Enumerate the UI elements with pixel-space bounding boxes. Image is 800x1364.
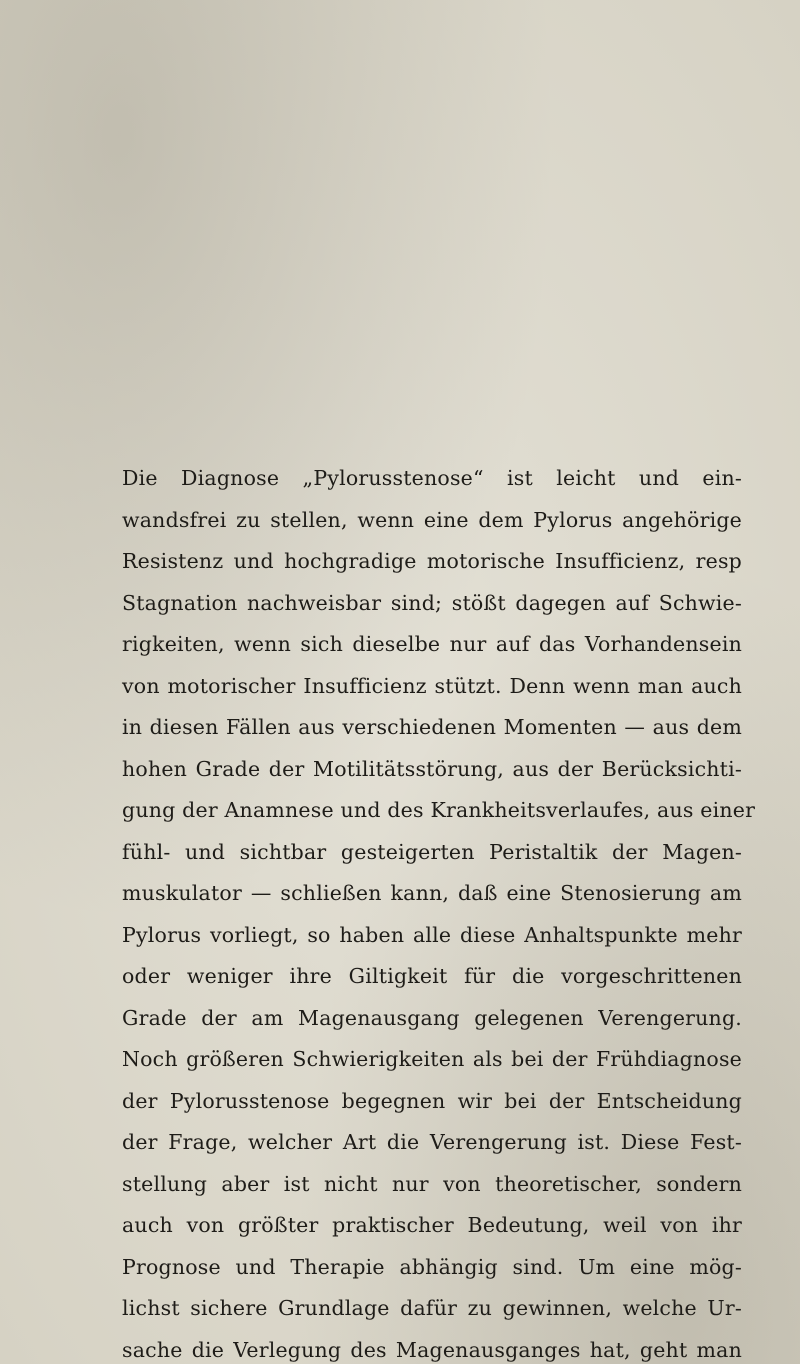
text-line-6: von motorischer Insufficienz stützt. Denn wenn man auch bbox=[122, 673, 742, 698]
text-line-9: gung der Anamnese und des Krankheitsverlaufes, aus einer bbox=[122, 798, 756, 822]
body-paragraph bbox=[122, 458, 756, 1364]
text-line-20: Prognose und Therapie abhängig sind. Um eine mög- bbox=[122, 1254, 742, 1279]
text-line-19: auch von größter praktischer Bedeutung, weil von ihr bbox=[122, 1213, 742, 1237]
text-line-18: stellung aber ist nicht nur von theoretischer, sondern bbox=[122, 1171, 742, 1196]
text-line-13: oder weniger ihre Giltigkeit für die vorgeschrittenen bbox=[122, 964, 742, 988]
text-line-3: Resistenz und hochgradige motorische Insufficienz, resp bbox=[122, 549, 742, 573]
text-line-15: Noch größeren Schwierigkeiten als bei der Frühdiagnose bbox=[122, 1047, 742, 1071]
text-line-4: Stagnation nachweisbar sind; stößt dagegen auf Schwie- bbox=[122, 590, 742, 615]
text-line-8: hohen Grade der Motilitätsstörung, aus der Berücksichti- bbox=[122, 756, 742, 781]
text-line-14: Grade der am Magenausgang gelegenen Verengerung. bbox=[122, 1005, 742, 1030]
text-line-16: der Pylorusstenose begegnen wir bei der Entscheidung bbox=[122, 1088, 742, 1113]
text-line-12: Pylorus vorliegt, so haben alle diese Anhaltspunkte mehr bbox=[122, 922, 742, 947]
text-line-21: lichst sichere Grundlage dafür zu gewinnen, welche Ur- bbox=[122, 1296, 742, 1320]
text-line-22: sache die Verlegung des Magenausganges hat, geht man bbox=[122, 1337, 742, 1362]
text-line-2: wandsfrei zu stellen, wenn eine dem Pylorus angehörige bbox=[122, 507, 742, 532]
text-line-5: rigkeiten, wenn sich dieselbe nur auf das Vorhandensein bbox=[122, 632, 742, 656]
text-line-7: in diesen Fällen aus verschiedenen Momenten — aus dem bbox=[122, 715, 742, 739]
text-line-17: der Frage, welcher Art die Verengerung ist. Diese Fest- bbox=[122, 1130, 742, 1154]
text-line-10: fühl- und sichtbar gesteigerten Peristaltik der Magen- bbox=[122, 839, 742, 864]
text-line-1: Die Diagnose „Pylorusstenose“ ist leicht und ein- bbox=[122, 466, 742, 490]
text-line-11: muskulator — schließen kann, daß eine Stenosierung am bbox=[122, 881, 742, 905]
